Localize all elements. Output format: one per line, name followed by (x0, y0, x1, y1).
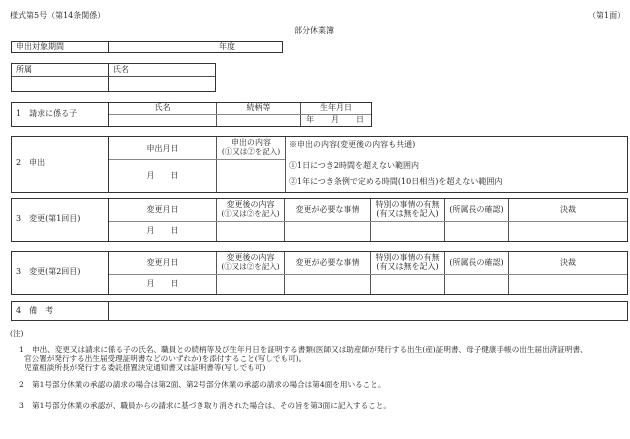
remarks-table (11, 301, 628, 321)
child-table (11, 102, 372, 127)
notes-heading: (注) (10, 329, 24, 338)
change-1-confirm-input[interactable] (445, 222, 508, 241)
child-name-input[interactable] (109, 115, 216, 126)
change-2-approval-header: 決裁 (560, 258, 576, 267)
change-2-special-header-1: 特別の事情の有無 (375, 253, 440, 262)
form-number: 様式第5号（第14条関係） (10, 11, 106, 20)
change-2-content-header-2: (①又は②を記入) (221, 262, 280, 271)
note-1-number: 1 (19, 345, 24, 354)
change-1-special-header-1: 特別の事情の有無 (375, 200, 440, 209)
change-2-special-header-2: (有又は無を記入) (376, 262, 439, 271)
birth-year-unit: 年 (306, 115, 314, 124)
change-1-content-header-2: (①又は②を記入) (221, 209, 280, 218)
change-2-approval-input[interactable] (509, 275, 627, 294)
change-1-label: 3 変更(第1回目) (16, 214, 81, 223)
change-2-confirm-input[interactable] (445, 275, 508, 294)
affiliation-label: 所属 (16, 65, 32, 74)
period-year-suffix: 年度 (219, 42, 235, 51)
change-1-approval-header: 決裁 (560, 205, 576, 214)
note-1-line-1: 申出、変更又は請求に係る子の氏名、職員との続柄等及び生年月日を証明する書類(医師又は助産師が発行する出生(産)証明書、母子健康手帳の出生届出済証明書、 (32, 345, 588, 354)
application-content-header-2: (①又は②を記入) (221, 147, 281, 156)
change-2-date-input[interactable] (109, 275, 216, 294)
change-2-date-header: 変更月日 (146, 258, 179, 267)
change-1-confirm-header: (所属長の確認) (449, 205, 504, 214)
change-1-approval-input[interactable] (509, 222, 627, 241)
divider (285, 137, 286, 192)
change-1-content-input[interactable] (217, 222, 284, 241)
change-1-reason-input[interactable] (285, 222, 370, 241)
child-relation-header: 続柄等 (246, 103, 271, 112)
child-birthdate-header: 生年月日 (320, 103, 352, 112)
application-section-label: 2 申出 (16, 158, 46, 167)
note-3-text: 第1号部分休業の承認が、職員からの請求に基づき取り消された場合は、その旨を第3面に記入すること。 (32, 401, 391, 410)
application-date-header: 申出月日 (146, 144, 179, 153)
child-name-header: 氏名 (154, 103, 171, 112)
period-table (11, 41, 283, 53)
change-2-label: 3 変更(第2回目) (16, 267, 81, 276)
change-1-special-input[interactable] (371, 222, 444, 241)
note-1-line-2: 官公署が発行する出生届受理証明書などのいずれか)を添付すること(写しでも可)。 (24, 354, 307, 363)
option-1: ①1日につき2時間を超えない範囲内 (289, 161, 420, 170)
change-2-date-placeholder: 月 日 (146, 279, 179, 288)
remarks-label: 4 備 考 (16, 306, 54, 315)
application-date-placeholder: 月 日 (146, 171, 179, 180)
application-content-input[interactable] (217, 160, 285, 192)
remarks-input[interactable] (109, 302, 627, 320)
birth-day-unit: 日 (356, 115, 364, 124)
change-2-reason-header: 変更が必要な事情 (295, 258, 360, 267)
change-1-table (11, 198, 628, 242)
change-2-special-input[interactable] (371, 275, 444, 294)
child-section-label: 1 請求に係る子 (16, 109, 78, 118)
application-date-input[interactable] (109, 160, 216, 192)
change-2-confirm-header: (所属長の確認) (449, 258, 504, 267)
change-1-date-input[interactable] (109, 222, 216, 241)
application-note-title: ※申出の内容(変更後の内容も共通) (289, 140, 416, 149)
note-1-line-3: 児童相談所長が発行する委託措置決定通知書又は証明書等(写しでも可) (24, 363, 266, 372)
change-1-reason-header: 変更が必要な事情 (295, 205, 360, 214)
child-relation-input[interactable] (217, 115, 300, 126)
period-input[interactable] (109, 42, 282, 52)
affiliation-table (11, 63, 216, 92)
change-1-special-header-2: (有又は無を記入) (376, 209, 439, 218)
application-table (11, 136, 628, 193)
change-1-content-header-1: 変更後の内容 (226, 200, 275, 209)
page-title: 部分休業簿 (294, 26, 334, 35)
note-2-number: 2 (19, 380, 24, 389)
name-label: 氏名 (113, 65, 129, 74)
name-input[interactable] (110, 77, 214, 90)
affiliation-input[interactable] (13, 77, 107, 90)
note-2-text: 第1号部分休業の承認の請求の場合は第2面、第2号部分休業の承認の請求の場合は第4面を用いること。 (32, 380, 386, 389)
change-2-table (11, 251, 628, 295)
change-2-content-header-1: 変更後の内容 (226, 253, 275, 262)
change-2-reason-input[interactable] (285, 275, 370, 294)
application-content-header-1: 申出の内容 (231, 138, 271, 147)
option-2: ②1年につき条例で定める時間(10日相当)を超えない範囲内 (289, 177, 503, 186)
child-birthdate-input[interactable] (301, 115, 371, 126)
change-2-content-input[interactable] (217, 275, 284, 294)
page-indicator: （第1面） (588, 11, 626, 20)
divider (108, 64, 109, 91)
change-1-date-header: 変更月日 (146, 205, 179, 214)
change-1-date-placeholder: 月 日 (146, 226, 179, 235)
birth-month-unit: 月 (331, 115, 339, 124)
note-3-number: 3 (19, 401, 24, 410)
period-label: 申出対象期間 (16, 42, 64, 51)
